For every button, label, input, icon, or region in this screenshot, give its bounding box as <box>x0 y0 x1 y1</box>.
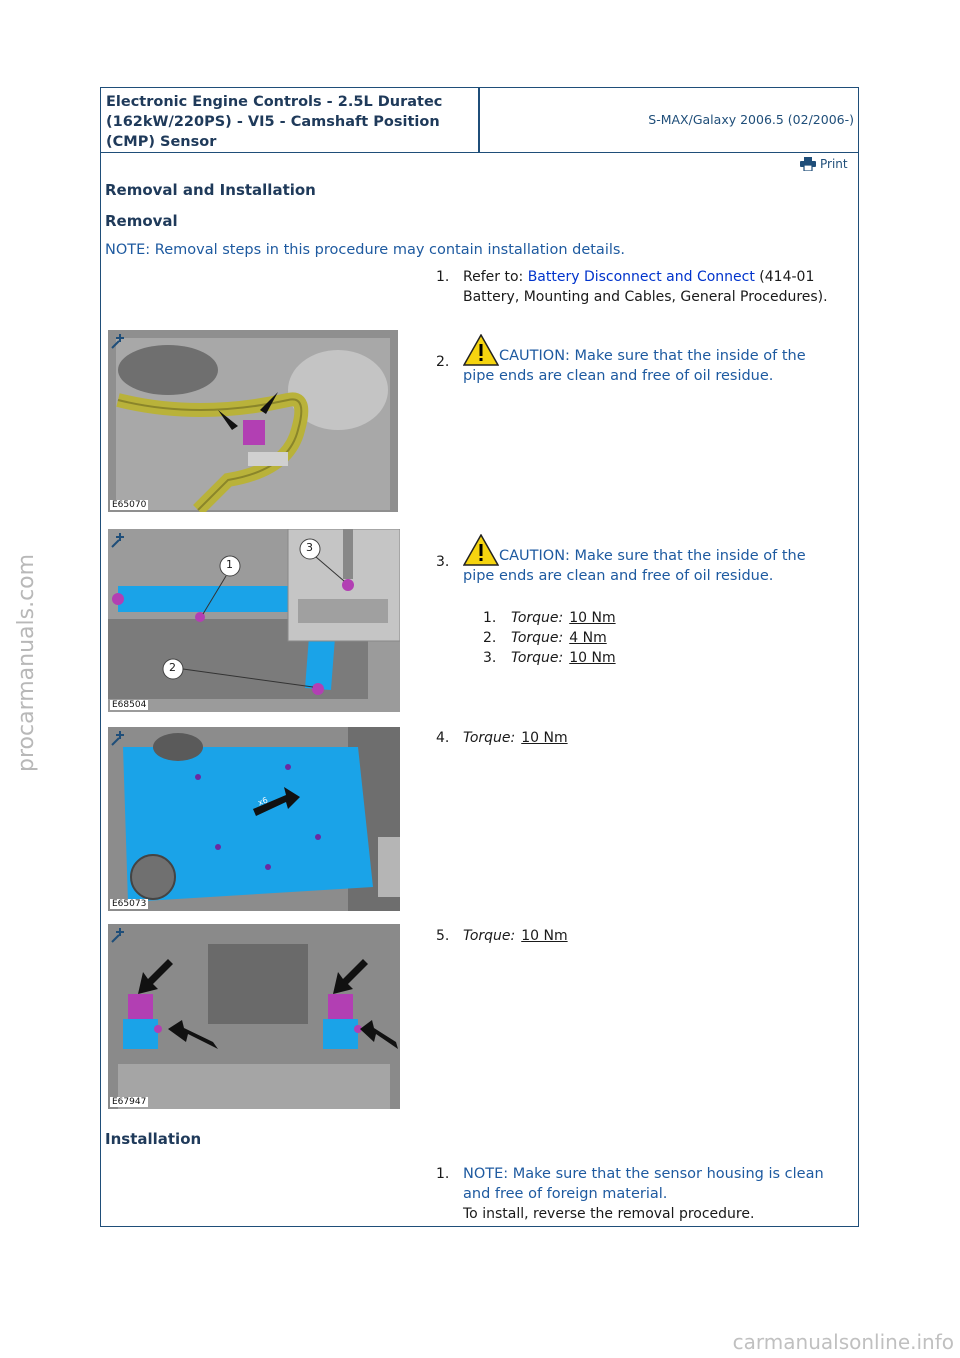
torque-label: Torque: <box>463 730 516 746</box>
torque-label: Torque: <box>463 928 516 944</box>
removal-note: NOTE: Removal steps in this procedure may contain installation details. <box>105 242 626 258</box>
callout-2: 2 <box>169 661 176 674</box>
step-number: 3. <box>436 554 450 570</box>
zoom-icon[interactable] <box>110 332 128 350</box>
cmp-sensor-illustration <box>108 924 400 1109</box>
figure-label: E65070 <box>112 500 147 510</box>
removal-step-1 <box>436 267 836 327</box>
torque-number: 2. <box>483 630 497 646</box>
torque-item-2 <box>483 628 607 648</box>
torque-value: 10 Nm <box>521 730 568 746</box>
model-label: S-MAX/Galaxy 2006.5 (02/2006-) <box>648 112 854 127</box>
step-suffix: (414-01 Battery, Mounting and Cables, General Procedures). <box>463 269 828 305</box>
step-number: 2. <box>436 354 450 370</box>
printer-icon <box>800 157 816 171</box>
zoom-icon[interactable] <box>110 531 128 549</box>
removal-step-4 <box>436 728 836 750</box>
battery-disconnect-link[interactable]: Battery Disconnect and Connect <box>527 269 755 285</box>
step-number: 4. <box>436 730 450 746</box>
installation-heading: Installation <box>105 1130 202 1148</box>
figure-e68504 <box>108 529 400 712</box>
print-label: Print <box>820 157 848 171</box>
figure-label: E67947 <box>112 1097 147 1107</box>
figure-label: E65073 <box>112 899 147 909</box>
torque-item-1 <box>483 608 616 628</box>
torque-label: Torque: <box>511 650 564 666</box>
torque-label: Torque: <box>511 610 564 626</box>
watermark-left: procarmanuals.com <box>14 553 39 772</box>
figure-label: E68504 <box>112 700 147 710</box>
section-title: Removal and Installation <box>105 181 316 199</box>
installation-note: NOTE: Make sure that the sensor housing is clean and free of foreign material. <box>463 1166 824 1202</box>
print-button[interactable] <box>800 157 848 171</box>
callout-1: 1 <box>226 558 233 571</box>
figure-e65073 <box>108 727 400 911</box>
zoom-icon[interactable] <box>110 729 128 747</box>
watermark-bottom: carmanualsonline.info <box>732 1330 954 1354</box>
torque-value: 10 Nm <box>569 650 616 666</box>
torque-value: 10 Nm <box>521 928 568 944</box>
engine-cover-illustration <box>108 727 400 911</box>
engine-pipe-illustration <box>108 529 400 712</box>
warning-icon <box>463 334 499 366</box>
torque-value: 10 Nm <box>569 610 616 626</box>
step-number: 5. <box>436 928 450 944</box>
page-title: Electronic Engine Controls - 2.5L Duratec (162kW/220PS) - VI5 - Camshaft Position (CMP) Sensor <box>106 94 443 150</box>
installation-text: To install, reverse the removal procedure. <box>463 1206 755 1222</box>
zoom-icon[interactable] <box>110 926 128 944</box>
torque-number: 3. <box>483 650 497 666</box>
torque-item-3 <box>483 648 616 668</box>
figure-e65070 <box>108 330 398 512</box>
removal-step-3 <box>436 534 836 674</box>
step-number: 1. <box>436 269 450 285</box>
torque-number: 1. <box>483 610 497 626</box>
installation-step-1 <box>436 1164 836 1224</box>
removal-step-5 <box>436 926 836 948</box>
step-prefix: Refer to: <box>463 269 528 285</box>
figure-e67947 <box>108 924 400 1109</box>
step-number: 1. <box>436 1166 450 1182</box>
torque-value: 4 Nm <box>569 630 607 646</box>
callout-3: 3 <box>306 541 313 554</box>
engine-hose-illustration <box>108 330 398 512</box>
removal-heading: Removal <box>105 212 178 230</box>
torque-label: Torque: <box>511 630 564 646</box>
warning-icon <box>463 534 499 566</box>
caution-text: CAUTION: Make sure that the inside of the pipe ends are clean and free of oil residue. <box>463 348 806 384</box>
callout-x6: x6 <box>256 795 270 808</box>
header-divider <box>478 87 480 153</box>
caution-text: CAUTION: Make sure that the inside of the pipe ends are clean and free of oil residue. <box>463 548 806 584</box>
removal-step-2 <box>436 334 836 414</box>
